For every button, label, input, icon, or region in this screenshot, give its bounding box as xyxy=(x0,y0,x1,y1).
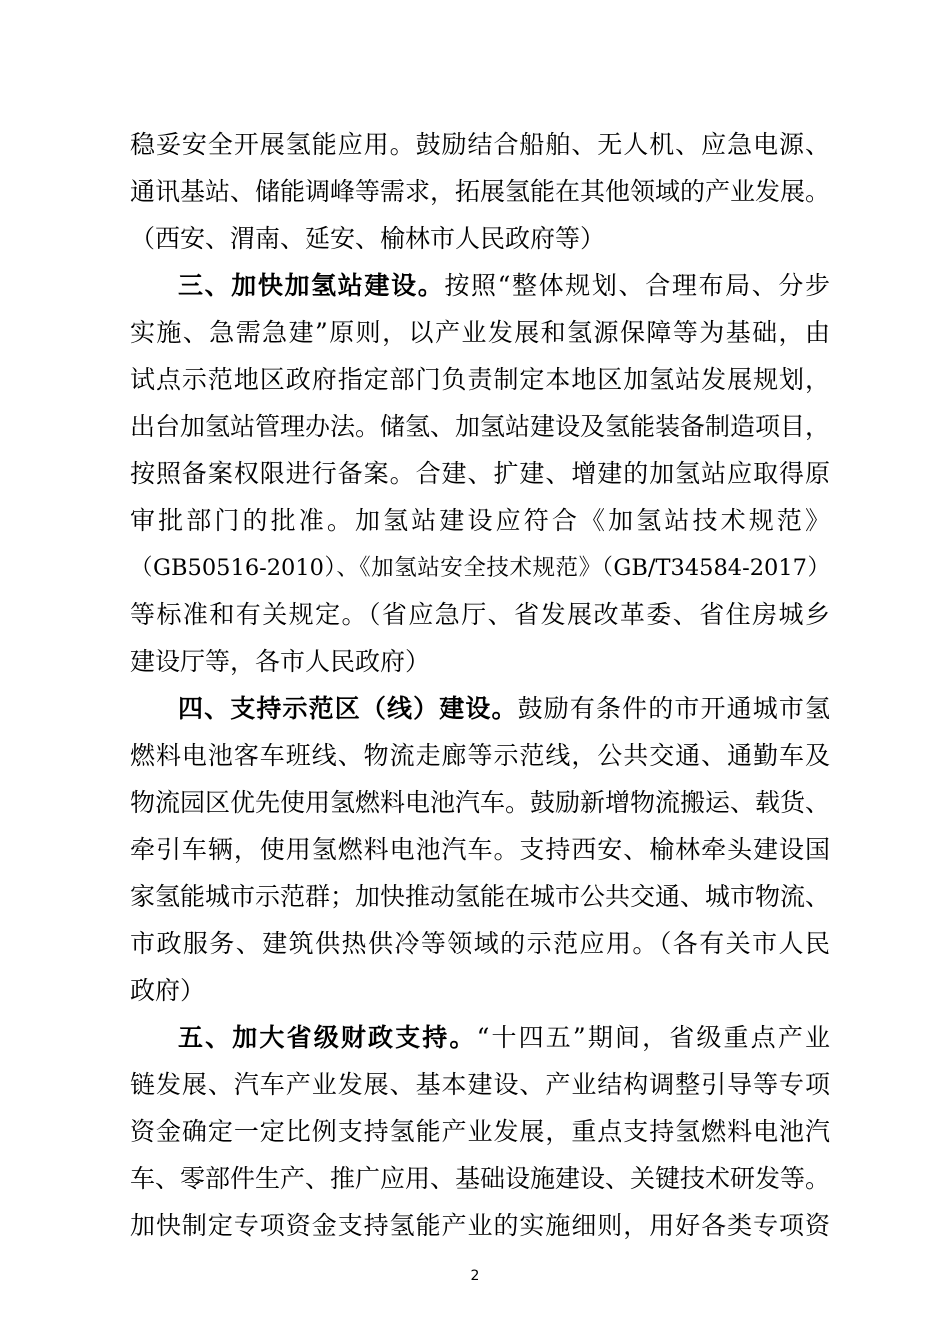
body-line xyxy=(130,642,830,682)
line-text: 按照“整体规划、合理布局、分步 xyxy=(444,271,830,300)
line-text: 资金确定一定比例支持氢能产业发展，重点支持氢燃料电池汽 xyxy=(130,1117,830,1146)
line-text: 建设厅等，各市人民政府） xyxy=(130,647,431,676)
body-line xyxy=(130,501,830,541)
line-text: 试点示范地区政府指定部门负责制定本地区加氢站发展规划， xyxy=(130,365,830,394)
body-line xyxy=(130,595,830,635)
body-line xyxy=(130,407,830,447)
body-line xyxy=(130,1159,830,1199)
body-line xyxy=(130,548,830,588)
line-text: 通讯基站、储能调峰等需求，拓展氢能在其他领域的产业发展。 xyxy=(130,177,830,206)
section-heading-line xyxy=(178,266,830,306)
line-text: 车、零部件生产、推广应用、基础设施建设、关键技术研发等。 xyxy=(130,1164,830,1193)
section-heading-line xyxy=(178,1018,830,1058)
line-text: 鼓励有条件的市开通城市氢 xyxy=(517,694,830,723)
line-text: 牵引车辆，使用氢燃料电池汽车。支持西安、榆林牵头建设国 xyxy=(130,835,830,864)
section-heading: 五、加大省级财政支持。 xyxy=(178,1023,477,1052)
body-line xyxy=(130,313,830,353)
body-line xyxy=(130,971,830,1011)
section-heading-line xyxy=(178,689,830,729)
body-line xyxy=(130,783,830,823)
line-text: 物流园区优先使用氢燃料电池汽车。鼓励新增物流搬运、载货、 xyxy=(130,788,830,817)
body-line xyxy=(130,172,830,212)
body-line xyxy=(130,125,830,165)
line-text: 市政服务、建筑供热供冷等领域的示范应用。（各有关市人民 xyxy=(130,929,830,958)
line-text: 家氢能城市示范群；加快推动氢能在城市公共交通、城市物流、 xyxy=(130,882,830,911)
body-line xyxy=(130,736,830,776)
section-heading: 三、加快加氢站建设。 xyxy=(178,271,445,300)
line-text: 燃料电池客车班线、物流走廊等示范线，公共交通、通勤车及 xyxy=(130,741,830,770)
line-text: 稳妥安全开展氢能应用。鼓励结合船舶、无人机、应急电源、 xyxy=(130,130,830,159)
body-line xyxy=(130,830,830,870)
body-line xyxy=(130,360,830,400)
body-line xyxy=(130,877,830,917)
line-text: （西安、渭南、延安、榆林市人民政府等） xyxy=(130,224,606,253)
line-text: 按照备案权限进行备案。合建、扩建、增建的加氢站应取得原 xyxy=(130,459,830,488)
body-line xyxy=(130,924,830,964)
line-text: 出台加氢站管理办法。储氢、加氢站建设及氢能装备制造项目， xyxy=(130,412,830,441)
body-line xyxy=(130,1206,830,1246)
page-number: 2 xyxy=(470,1268,480,1284)
line-text: 加快制定专项资金支持氢能产业的实施细则，用好各类专项资 xyxy=(130,1211,830,1240)
section-heading: 四、支持示范区（线）建设。 xyxy=(178,694,518,723)
body-line xyxy=(130,1065,830,1105)
line-text: 实施、急需急建”原则，以产业发展和氢源保障等为基础，由 xyxy=(130,318,830,347)
line-text: 等标准和有关规定。（省应急厅、省发展改革委、省住房城乡 xyxy=(130,600,830,629)
line-text: “十四五”期间，省级重点产业 xyxy=(476,1023,830,1052)
body-line xyxy=(130,1112,830,1152)
line-text: 审批部门的批准。加氢站建设应符合《加氢站技术规范》 xyxy=(130,506,830,535)
line-text: 政府） xyxy=(130,976,206,1005)
line-text: 链发展、汽车产业发展、基本建设、产业结构调整引导等专项 xyxy=(130,1070,830,1099)
body-line xyxy=(130,454,830,494)
body-line xyxy=(130,219,830,259)
line-text: （GB50516-2010）、《加氢站安全技术规范》（GB/T34584-2017） xyxy=(130,555,830,581)
